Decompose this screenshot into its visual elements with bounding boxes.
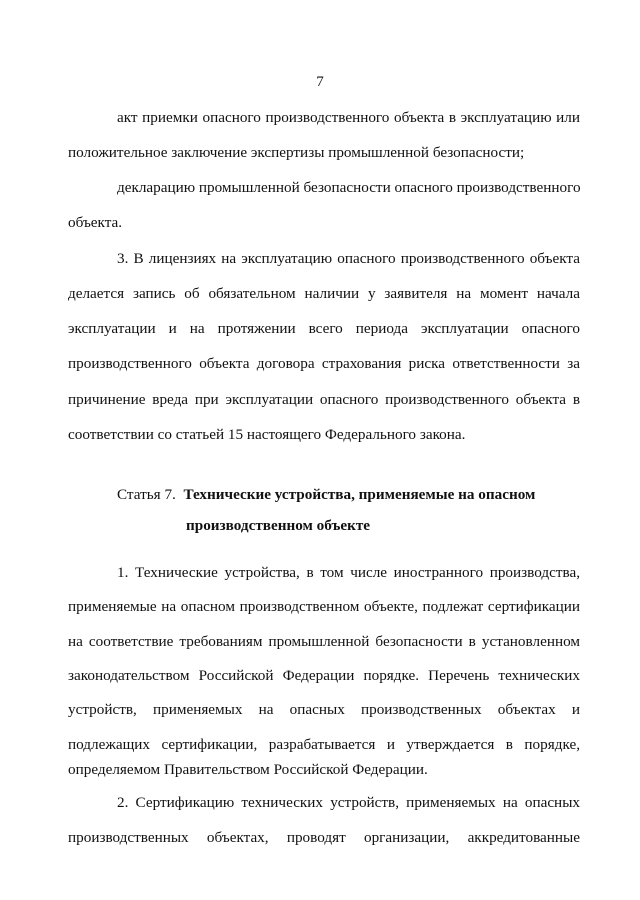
text-line: производственного объекта договора страхования риска ответственности за [68,355,580,372]
article-label: Статья 7. [117,486,176,503]
article-heading [117,485,535,505]
text-line: причинение вреда при эксплуатации опасного производственного объекта в [68,391,580,408]
text-line: применяемые на опасном производственном объекте, подлежат сертификации [68,598,580,615]
text-line: декларацию промышленной безопасности опасного производственного [117,179,581,196]
text-line: производственных объектах, проводят организации, аккредитованные [68,829,580,846]
text-line: устройств, применяемых на опасных производственных объектах и [68,701,580,718]
text-line: эксплуатации и на протяжении всего периода эксплуатации опасного [68,320,580,337]
article-title: Технические устройства, применяемые на опасном [183,486,536,503]
text-line: законодательством Российской Федерации порядке. Перечень технических [68,667,580,684]
text-line: 3. В лицензиях на эксплуатацию опасного производственного объекта [117,250,580,267]
text-line: акт приемки опасного производственного объекта в эксплуатацию или [117,109,580,126]
page-number: 7 [316,74,324,90]
text-line: делается запись об обязательном наличии у заявителя на момент начала [68,285,580,302]
text-line: определяемом Правительством Российской Федерации. [68,761,428,778]
text-line: соответствии со статьей 15 настоящего Федерального закона. [68,426,466,443]
text-line: 1. Технические устройства, в том числе иностранного производства, [117,564,580,581]
text-line: объекта. [68,214,123,231]
text-line: положительное заключение экспертизы промышленной безопасности; [68,144,525,161]
text-line: подлежащих сертификации, разрабатывается и утверждается в порядке, [68,736,580,753]
article-title-continued: производственном объекте [186,517,371,534]
text-line: 2. Сертификацию технических устройств, применяемых на опасных [117,794,580,811]
text-line: на соответствие требованиям промышленной безопасности в установленном [68,633,580,650]
